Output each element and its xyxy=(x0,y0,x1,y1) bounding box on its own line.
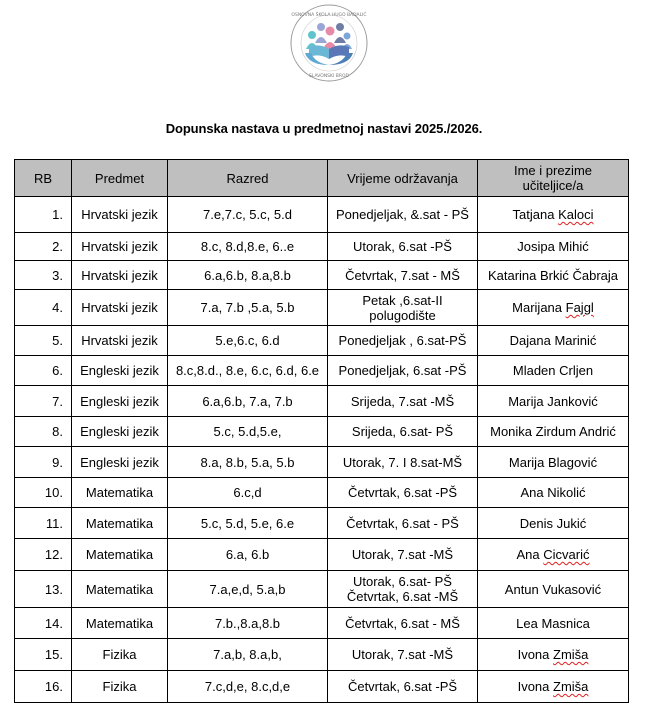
cell-vrijeme: Četvrtak, 7.sat - MŠ xyxy=(328,261,478,290)
cell-rb: 2. xyxy=(15,233,72,261)
cell-razred: 7.b.,8.a,8.b xyxy=(168,608,328,639)
cell-rb: 13. xyxy=(15,571,72,608)
cell-rb: 7. xyxy=(15,386,72,417)
cell-predmet: Matematika xyxy=(72,539,168,571)
cell-rb: 4. xyxy=(15,290,72,326)
cell-ime xyxy=(478,608,629,639)
cell-razred: 6.a, 6.b xyxy=(168,539,328,571)
table-row xyxy=(15,478,629,508)
teacher-first-name: Antun xyxy=(504,581,539,597)
cell-rb: 12. xyxy=(15,539,72,571)
cell-rb: 9. xyxy=(15,447,72,478)
cell-ime xyxy=(478,197,629,233)
cell-razred: 8.c, 8.d,8.e, 6..e xyxy=(168,233,328,261)
school-seal-logo xyxy=(281,3,377,83)
cell-vrijeme: Petak ,6.sat-II polugodište xyxy=(328,290,478,326)
cell-vrijeme: Utorak, 6.sat -PŠ xyxy=(328,233,478,261)
teacher-last-name: Nikolić xyxy=(547,485,586,500)
cell-ime xyxy=(478,326,629,356)
teacher-last-name: Vukasović xyxy=(542,581,602,597)
table-header-row xyxy=(15,160,629,197)
teacher-last-name: Cicvarić xyxy=(543,547,590,562)
table-row xyxy=(15,608,629,639)
cell-vrijeme: Ponedjeljak, &.sat - PŠ xyxy=(328,197,478,233)
table-body xyxy=(15,197,629,703)
cell-razred: 8.a, 8.b, 5.a, 5.b xyxy=(168,447,328,478)
cell-vrijeme: Četvrtak, 6.sat -PŠ xyxy=(328,671,478,703)
cell-vrijeme: Četvrtak, 6.sat - MŠ xyxy=(328,608,478,639)
teacher-first-name: Monika Zirdum xyxy=(490,424,577,439)
cell-ime xyxy=(478,386,629,417)
teacher-last-name: Čabraja xyxy=(572,267,619,283)
teacher-last-name: Crljen xyxy=(559,363,594,378)
cell-ime xyxy=(478,539,629,571)
cell-razred: 7.e,7.c, 5.c, 5.d xyxy=(168,197,328,233)
table-row xyxy=(15,539,629,571)
teacher-last-name: Kaloci xyxy=(558,207,594,222)
cell-razred: 7.a,b, 8.a,b, xyxy=(168,639,328,671)
teacher-first-name: Marija xyxy=(508,393,544,409)
cell-predmet: Engleski jezik xyxy=(72,386,168,417)
table-row xyxy=(15,671,629,703)
teacher-last-name: Mihić xyxy=(558,239,589,254)
table-row xyxy=(15,639,629,671)
teacher-last-name: Zmiša xyxy=(553,647,589,662)
header-predmet: Predmet xyxy=(72,160,168,197)
cell-predmet: Fizika xyxy=(72,671,168,703)
cell-predmet: Hrvatski jezik xyxy=(72,261,168,290)
teacher-last-name: Andrić xyxy=(579,424,616,439)
cell-razred: 7.a,e,d, 5.a,b xyxy=(168,571,328,608)
teacher-first-name: Marija xyxy=(508,454,545,470)
cell-vrijeme: Četvrtak, 6.sat - PŠ xyxy=(328,508,478,539)
svg-text:SLAVONSKI BROD: SLAVONSKI BROD xyxy=(309,74,349,79)
cell-ime xyxy=(478,356,629,386)
header-vrijeme: Vrijeme održavanja xyxy=(328,160,478,197)
cell-vrijeme: Utorak, 7.sat -MŠ xyxy=(328,539,478,571)
cell-rb: 15. xyxy=(15,639,72,671)
header-ime: Ime i prezime učiteljice/a xyxy=(478,160,629,197)
header-rb: RB xyxy=(15,160,72,197)
cell-vrijeme: Utorak, 7. I 8.sat-MŠ xyxy=(328,447,478,478)
cell-rb: 1. xyxy=(15,197,72,233)
table-row xyxy=(15,261,629,290)
teacher-first-name: Marijana xyxy=(512,300,563,315)
cell-predmet: Hrvatski jezik xyxy=(72,233,168,261)
cell-ime xyxy=(478,290,629,326)
cell-ime xyxy=(478,508,629,539)
header-razred: Razred xyxy=(168,160,328,197)
teacher-first-name: Ana xyxy=(516,547,540,562)
table-row xyxy=(15,571,629,608)
cell-rb: 8. xyxy=(15,417,72,447)
teacher-first-name: Lea xyxy=(516,615,538,631)
school-seal-icon xyxy=(281,3,377,83)
cell-rb: 3. xyxy=(15,261,72,290)
cell-razred: 7.c,d,e, 8.c,d,e xyxy=(168,671,328,703)
cell-ime xyxy=(478,571,629,608)
table-row xyxy=(15,233,629,261)
cell-ime xyxy=(478,639,629,671)
cell-razred: 7.a, 7.b ,5.a, 5.b xyxy=(168,290,328,326)
teacher-first-name: Tatjana xyxy=(512,207,555,222)
svg-text:OSNOVNA ŠKOLA HUGO BADALIĆ: OSNOVNA ŠKOLA HUGO BADALIĆ xyxy=(291,13,367,18)
cell-razred: 6.a,6.b, 7.a, 7.b xyxy=(168,386,328,417)
cell-predmet: Engleski jezik xyxy=(72,356,168,386)
cell-vrijeme: Utorak, 6.sat- PŠ Četvrtak, 6.sat -MŠ xyxy=(328,571,478,608)
teacher-last-name: Jukić xyxy=(556,515,587,531)
table-row xyxy=(15,356,629,386)
cell-razred: 5.e,6.c, 6.d xyxy=(168,326,328,356)
table-row xyxy=(15,326,629,356)
cell-vrijeme: Ponedjeljak , 6.sat-PŠ xyxy=(328,326,478,356)
cell-ime xyxy=(478,417,629,447)
teacher-first-name: Ivona xyxy=(517,647,550,662)
cell-vrijeme: Ponedjeljak, 6.sat -PŠ xyxy=(328,356,478,386)
table-row xyxy=(15,447,629,478)
cell-ime xyxy=(478,447,629,478)
cell-vrijeme: Srijeda, 7.sat -MŠ xyxy=(328,386,478,417)
cell-rb: 11. xyxy=(15,508,72,539)
cell-predmet: Engleski jezik xyxy=(72,447,168,478)
cell-rb: 6. xyxy=(15,356,72,386)
cell-predmet: Hrvatski jezik xyxy=(72,326,168,356)
cell-razred: 5.c, 5.d,5.e, xyxy=(168,417,328,447)
cell-ime xyxy=(478,478,629,508)
cell-predmet: Matematika xyxy=(72,571,168,608)
teacher-first-name: Ivona xyxy=(517,679,550,694)
teacher-last-name: Masnica xyxy=(541,615,590,631)
teacher-first-name: Mladen xyxy=(512,363,556,378)
cell-rb: 5. xyxy=(15,326,72,356)
teacher-first-name: Katarina Brkić xyxy=(487,267,569,283)
cell-rb: 16. xyxy=(15,671,72,703)
cell-predmet: Hrvatski jezik xyxy=(72,197,168,233)
teacher-first-name: Josipa xyxy=(517,239,555,254)
teacher-last-name: Zmiša xyxy=(553,679,589,694)
cell-ime xyxy=(478,233,629,261)
cell-predmet: Hrvatski jezik xyxy=(72,290,168,326)
teacher-last-name: Janković xyxy=(547,393,598,409)
table-row xyxy=(15,197,629,233)
cell-predmet: Matematika xyxy=(72,608,168,639)
teacher-first-name: Ana xyxy=(520,485,544,500)
cell-vrijeme: Srijeda, 6.sat- PŠ xyxy=(328,417,478,447)
cell-razred: 8.c,8.d., 8.e, 6.c, 6.d, 6.e xyxy=(168,356,328,386)
teacher-first-name: Dajana xyxy=(509,333,551,348)
page-title: Dopunska nastava u predmetnoj nastavi 2025./2026. xyxy=(165,121,483,136)
table-row xyxy=(15,417,629,447)
cell-vrijeme: Četvrtak, 6.sat -PŠ xyxy=(328,478,478,508)
teacher-last-name: Marinić xyxy=(554,333,597,348)
cell-predmet: Matematika xyxy=(72,478,168,508)
teacher-first-name: Denis xyxy=(519,515,553,531)
table-row xyxy=(15,386,629,417)
cell-ime xyxy=(478,261,629,290)
cell-vrijeme: Utorak, 7.sat -MŠ xyxy=(328,639,478,671)
cell-razred: 5.c, 5.d, 5.e, 6.e xyxy=(168,508,328,539)
cell-rb: 14. xyxy=(15,608,72,639)
cell-predmet: Engleski jezik xyxy=(72,417,168,447)
cell-predmet: Fizika xyxy=(72,639,168,671)
cell-predmet: Matematika xyxy=(72,508,168,539)
cell-razred: 6.c,d xyxy=(168,478,328,508)
cell-razred: 6.a,6.b, 8.a,8.b xyxy=(168,261,328,290)
teacher-last-name: Blagović xyxy=(547,454,598,470)
cell-rb: 10. xyxy=(15,478,72,508)
cell-ime xyxy=(478,671,629,703)
schedule-table xyxy=(14,159,629,703)
teacher-last-name: Fajgl xyxy=(565,300,594,315)
table-row xyxy=(15,508,629,539)
table-row xyxy=(15,290,629,326)
